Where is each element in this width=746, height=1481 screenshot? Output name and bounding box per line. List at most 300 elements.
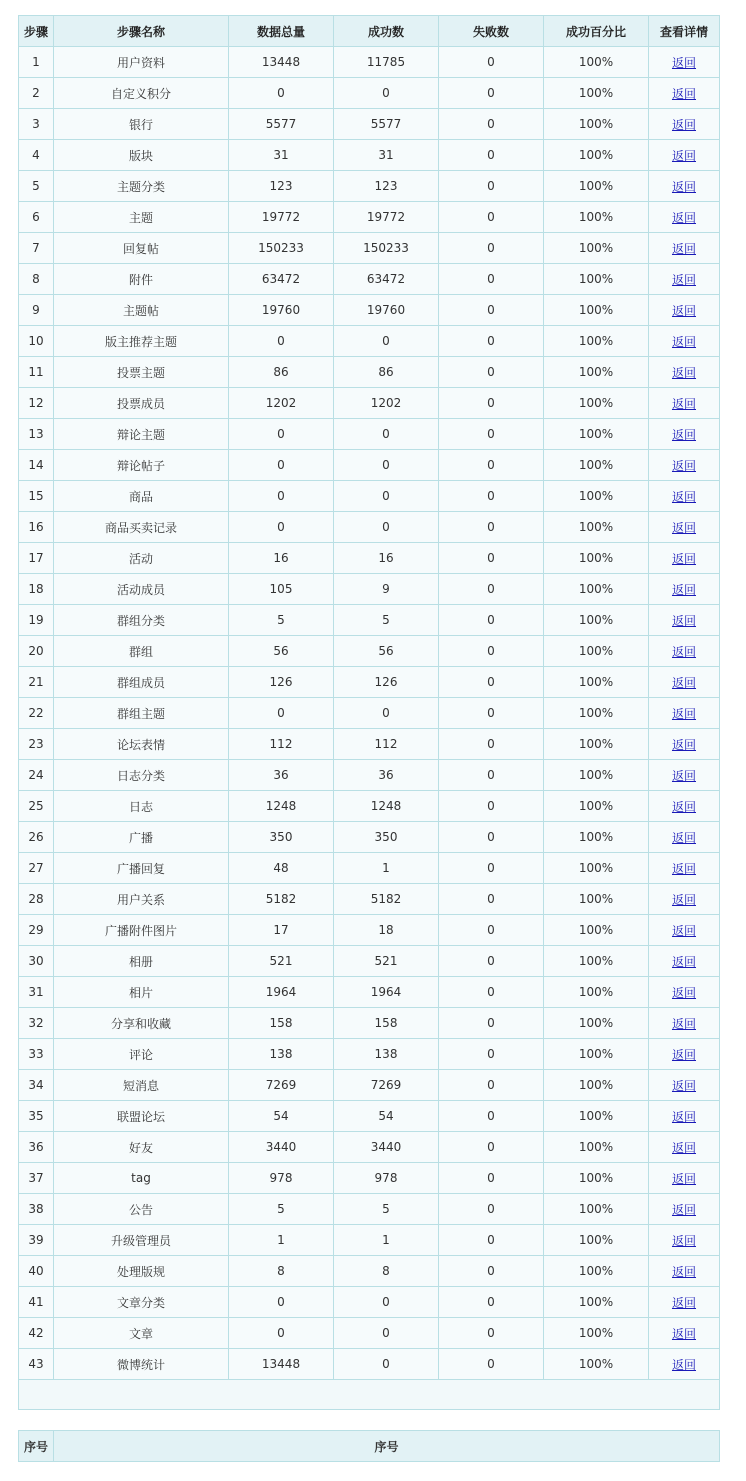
table-row (19, 450, 720, 481)
cell-percent: 100% (544, 202, 649, 233)
back-link[interactable]: 返回 (671, 1078, 696, 1093)
cell-name: 商品买卖记录 (54, 512, 229, 543)
cell-percent: 100% (544, 698, 649, 729)
cell-total: 13448 (229, 47, 334, 78)
cell-total: 7269 (229, 1070, 334, 1101)
cell-total: 0 (229, 1287, 334, 1318)
back-link[interactable]: 返回 (671, 706, 696, 721)
cell-details (649, 171, 720, 202)
cell-name: 升级管理员 (54, 1225, 229, 1256)
table-row (19, 915, 720, 946)
cell-percent: 100% (544, 481, 649, 512)
cell-name: 广播附件图片 (54, 915, 229, 946)
cell-name: 相片 (54, 977, 229, 1008)
back-link[interactable]: 返回 (671, 210, 696, 225)
back-link[interactable]: 返回 (671, 1202, 696, 1217)
table-row (19, 760, 720, 791)
cell-name: 群组主题 (54, 698, 229, 729)
cell-details (649, 233, 720, 264)
cell-percent: 100% (544, 264, 649, 295)
cell-fail: 0 (439, 512, 544, 543)
cell-total: 5577 (229, 109, 334, 140)
back-link[interactable]: 返回 (671, 489, 696, 504)
cell-name: 银行 (54, 109, 229, 140)
cell-details (649, 760, 720, 791)
cell-details (649, 884, 720, 915)
cell-fail: 0 (439, 1225, 544, 1256)
cell-step: 1 (19, 47, 54, 78)
table-row (19, 419, 720, 450)
cell-step: 7 (19, 233, 54, 264)
cell-name: 相册 (54, 946, 229, 977)
back-link[interactable]: 返回 (671, 737, 696, 752)
cell-details (649, 1008, 720, 1039)
cell-percent: 100% (544, 512, 649, 543)
cell-step: 31 (19, 977, 54, 1008)
cell-percent: 100% (544, 791, 649, 822)
cell-success: 150233 (334, 233, 439, 264)
cell-percent: 100% (544, 636, 649, 667)
cell-percent: 100% (544, 1256, 649, 1287)
cell-step: 16 (19, 512, 54, 543)
cell-success: 5 (334, 1194, 439, 1225)
header-percent: 成功百分比 (544, 16, 649, 47)
cell-percent: 100% (544, 605, 649, 636)
cell-fail: 0 (439, 1318, 544, 1349)
table-row (19, 388, 720, 419)
cell-percent: 100% (544, 946, 649, 977)
cell-fail: 0 (439, 605, 544, 636)
cell-success: 0 (334, 419, 439, 450)
cell-name: 附件 (54, 264, 229, 295)
cell-success: 0 (334, 1318, 439, 1349)
cell-success: 86 (334, 357, 439, 388)
cell-name: 日志 (54, 791, 229, 822)
cell-fail: 0 (439, 1101, 544, 1132)
cell-total: 56 (229, 636, 334, 667)
cell-step: 18 (19, 574, 54, 605)
cell-fail: 0 (439, 357, 544, 388)
cell-total: 5 (229, 1194, 334, 1225)
table-body (19, 47, 720, 1410)
back-link[interactable]: 返回 (671, 582, 696, 597)
back-link[interactable]: 返回 (671, 1326, 696, 1341)
cell-details (649, 47, 720, 78)
cell-details (649, 853, 720, 884)
cell-success: 123 (334, 171, 439, 202)
cell-percent: 100% (544, 915, 649, 946)
cell-name: 公告 (54, 1194, 229, 1225)
cell-success: 5182 (334, 884, 439, 915)
cell-step: 3 (19, 109, 54, 140)
cell-name: 联盟论坛 (54, 1101, 229, 1132)
cell-success: 0 (334, 698, 439, 729)
cell-percent: 100% (544, 1132, 649, 1163)
cell-fail: 0 (439, 853, 544, 884)
back-link[interactable]: 返回 (671, 799, 696, 814)
cell-fail: 0 (439, 729, 544, 760)
back-link[interactable]: 返回 (671, 148, 696, 163)
back-link[interactable]: 返回 (671, 86, 696, 101)
header-fail: 失败数 (439, 16, 544, 47)
back-link[interactable]: 返回 (671, 241, 696, 256)
spacer-cell (19, 1380, 720, 1410)
cell-step: 40 (19, 1256, 54, 1287)
cell-success: 9 (334, 574, 439, 605)
back-link[interactable]: 返回 (671, 55, 696, 70)
table-row (19, 977, 720, 1008)
back-link[interactable]: 返回 (671, 272, 696, 287)
back-link[interactable]: 返回 (671, 1140, 696, 1155)
back-link[interactable]: 返回 (671, 520, 696, 535)
cell-total: 63472 (229, 264, 334, 295)
cell-total: 5 (229, 605, 334, 636)
header-total: 数据总量 (229, 16, 334, 47)
cell-total: 0 (229, 481, 334, 512)
cell-details (649, 295, 720, 326)
back-link[interactable]: 返回 (671, 427, 696, 442)
cell-success: 138 (334, 1039, 439, 1070)
back-link[interactable]: 返回 (671, 458, 696, 473)
cell-step: 20 (19, 636, 54, 667)
cell-step: 15 (19, 481, 54, 512)
cell-success: 1 (334, 1225, 439, 1256)
table-row (19, 1194, 720, 1225)
cell-percent: 100% (544, 78, 649, 109)
cell-step: 26 (19, 822, 54, 853)
cell-total: 31 (229, 140, 334, 171)
cell-success: 19772 (334, 202, 439, 233)
cell-total: 978 (229, 1163, 334, 1194)
back-link[interactable]: 返回 (671, 334, 696, 349)
cell-details (649, 822, 720, 853)
cell-step: 14 (19, 450, 54, 481)
back-link[interactable]: 返回 (671, 1109, 696, 1124)
cell-success: 112 (334, 729, 439, 760)
cell-details (649, 326, 720, 357)
cell-total: 1202 (229, 388, 334, 419)
footer-col-label: 序号 (54, 1431, 720, 1462)
cell-fail: 0 (439, 419, 544, 450)
cell-success: 1 (334, 853, 439, 884)
cell-step: 25 (19, 791, 54, 822)
back-link[interactable]: 返回 (671, 396, 696, 411)
table-header-row (19, 16, 720, 47)
table-row (19, 946, 720, 977)
back-link[interactable]: 返回 (671, 1233, 696, 1248)
cell-fail: 0 (439, 1256, 544, 1287)
cell-percent: 100% (544, 667, 649, 698)
cell-success: 8 (334, 1256, 439, 1287)
cell-success: 978 (334, 1163, 439, 1194)
back-link[interactable]: 返回 (671, 768, 696, 783)
cell-fail: 0 (439, 1008, 544, 1039)
cell-fail: 0 (439, 667, 544, 698)
cell-percent: 100% (544, 357, 649, 388)
header-success: 成功数 (334, 16, 439, 47)
header-name: 步骤名称 (54, 16, 229, 47)
cell-name: 辩论主题 (54, 419, 229, 450)
back-link[interactable]: 返回 (671, 1171, 696, 1186)
cell-name: 日志分类 (54, 760, 229, 791)
footer-table (18, 1430, 720, 1462)
table-row (19, 171, 720, 202)
cell-step: 30 (19, 946, 54, 977)
footer-header-row (19, 1431, 720, 1462)
cell-total: 13448 (229, 1349, 334, 1380)
cell-percent: 100% (544, 1194, 649, 1225)
cell-step: 6 (19, 202, 54, 233)
back-link[interactable]: 返回 (671, 1357, 696, 1372)
cell-name: 用户关系 (54, 884, 229, 915)
cell-step: 21 (19, 667, 54, 698)
cell-fail: 0 (439, 543, 544, 574)
cell-name: 回复帖 (54, 233, 229, 264)
cell-details (649, 357, 720, 388)
table-row (19, 481, 720, 512)
cell-name: 群组成员 (54, 667, 229, 698)
cell-name: 广播回复 (54, 853, 229, 884)
cell-details (649, 1194, 720, 1225)
table-row (19, 791, 720, 822)
table-row (19, 1101, 720, 1132)
cell-success: 350 (334, 822, 439, 853)
cell-step: 39 (19, 1225, 54, 1256)
cell-success: 0 (334, 481, 439, 512)
cell-details (649, 729, 720, 760)
cell-details (649, 1318, 720, 1349)
cell-fail: 0 (439, 78, 544, 109)
back-link[interactable]: 返回 (671, 985, 696, 1000)
cell-percent: 100% (544, 1287, 649, 1318)
cell-step: 24 (19, 760, 54, 791)
cell-name: 文章分类 (54, 1287, 229, 1318)
table-row (19, 1225, 720, 1256)
cell-percent: 100% (544, 760, 649, 791)
cell-name: 主题帖 (54, 295, 229, 326)
cell-percent: 100% (544, 109, 649, 140)
table-row (19, 667, 720, 698)
cell-name: tag (54, 1163, 229, 1194)
back-link[interactable]: 返回 (671, 1295, 696, 1310)
back-link[interactable]: 返回 (671, 830, 696, 845)
cell-total: 0 (229, 512, 334, 543)
cell-success: 36 (334, 760, 439, 791)
cell-step: 22 (19, 698, 54, 729)
cell-details (649, 636, 720, 667)
cell-success: 0 (334, 512, 439, 543)
cell-step: 34 (19, 1070, 54, 1101)
cell-percent: 100% (544, 1039, 649, 1070)
cell-details (649, 1349, 720, 1380)
cell-name: 活动 (54, 543, 229, 574)
cell-total: 54 (229, 1101, 334, 1132)
table-row (19, 1132, 720, 1163)
cell-fail: 0 (439, 264, 544, 295)
table-row (19, 605, 720, 636)
cell-percent: 100% (544, 1070, 649, 1101)
cell-total: 158 (229, 1008, 334, 1039)
cell-percent: 100% (544, 977, 649, 1008)
cell-details (649, 915, 720, 946)
cell-step: 2 (19, 78, 54, 109)
cell-name: 活动成员 (54, 574, 229, 605)
cell-total: 5182 (229, 884, 334, 915)
table-row (19, 1039, 720, 1070)
cell-step: 4 (19, 140, 54, 171)
cell-details (649, 388, 720, 419)
cell-fail: 0 (439, 884, 544, 915)
back-link[interactable]: 返回 (671, 117, 696, 132)
cell-total: 86 (229, 357, 334, 388)
table-row (19, 884, 720, 915)
cell-step: 37 (19, 1163, 54, 1194)
cell-percent: 100% (544, 419, 649, 450)
back-link[interactable]: 返回 (671, 1047, 696, 1062)
cell-percent: 100% (544, 574, 649, 605)
back-link[interactable]: 返回 (671, 644, 696, 659)
table-row (19, 295, 720, 326)
cell-details (649, 264, 720, 295)
back-link[interactable]: 返回 (671, 675, 696, 690)
table-row (19, 1287, 720, 1318)
cell-total: 123 (229, 171, 334, 202)
cell-details (649, 450, 720, 481)
cell-step: 17 (19, 543, 54, 574)
cell-name: 群组分类 (54, 605, 229, 636)
cell-details (649, 202, 720, 233)
cell-total: 138 (229, 1039, 334, 1070)
table-row (19, 109, 720, 140)
table-row (19, 729, 720, 760)
cell-fail: 0 (439, 1287, 544, 1318)
cell-step: 12 (19, 388, 54, 419)
cell-details (649, 481, 720, 512)
cell-details (649, 1132, 720, 1163)
cell-total: 126 (229, 667, 334, 698)
cell-total: 150233 (229, 233, 334, 264)
cell-fail: 0 (439, 1132, 544, 1163)
cell-success: 0 (334, 326, 439, 357)
table-row (19, 264, 720, 295)
cell-percent: 100% (544, 1318, 649, 1349)
cell-details (649, 574, 720, 605)
cell-step: 33 (19, 1039, 54, 1070)
table-row (19, 1163, 720, 1194)
cell-fail: 0 (439, 109, 544, 140)
cell-step: 11 (19, 357, 54, 388)
cell-percent: 100% (544, 1349, 649, 1380)
cell-step: 28 (19, 884, 54, 915)
cell-step: 9 (19, 295, 54, 326)
table-row (19, 233, 720, 264)
cell-name: 处理版规 (54, 1256, 229, 1287)
cell-percent: 100% (544, 1163, 649, 1194)
cell-details (649, 1225, 720, 1256)
back-link[interactable]: 返回 (671, 1264, 696, 1279)
cell-name: 广播 (54, 822, 229, 853)
cell-name: 投票主题 (54, 357, 229, 388)
back-link[interactable]: 返回 (671, 551, 696, 566)
cell-step: 41 (19, 1287, 54, 1318)
cell-percent: 100% (544, 1008, 649, 1039)
cell-success: 31 (334, 140, 439, 171)
cell-fail: 0 (439, 140, 544, 171)
cell-percent: 100% (544, 884, 649, 915)
cell-details (649, 419, 720, 450)
cell-success: 11785 (334, 47, 439, 78)
cell-details (649, 1070, 720, 1101)
table-row (19, 822, 720, 853)
cell-name: 分享和收藏 (54, 1008, 229, 1039)
cell-name: 主题 (54, 202, 229, 233)
back-link[interactable]: 返回 (671, 923, 696, 938)
cell-success: 126 (334, 667, 439, 698)
cell-success: 158 (334, 1008, 439, 1039)
cell-name: 自定义积分 (54, 78, 229, 109)
cell-fail: 0 (439, 822, 544, 853)
cell-step: 38 (19, 1194, 54, 1225)
back-link[interactable]: 返回 (671, 861, 696, 876)
back-link[interactable]: 返回 (671, 179, 696, 194)
cell-total: 112 (229, 729, 334, 760)
cell-fail: 0 (439, 636, 544, 667)
cell-success: 1202 (334, 388, 439, 419)
cell-details (649, 605, 720, 636)
back-link[interactable]: 返回 (671, 1016, 696, 1031)
table-row (19, 543, 720, 574)
cell-fail: 0 (439, 574, 544, 605)
cell-total: 1964 (229, 977, 334, 1008)
back-link[interactable]: 返回 (671, 303, 696, 318)
back-link[interactable]: 返回 (671, 365, 696, 380)
cell-fail: 0 (439, 1194, 544, 1225)
cell-name: 评论 (54, 1039, 229, 1070)
table-row (19, 357, 720, 388)
cell-total: 16 (229, 543, 334, 574)
cell-success: 3440 (334, 1132, 439, 1163)
cell-percent: 100% (544, 326, 649, 357)
cell-details (649, 543, 720, 574)
cell-fail: 0 (439, 295, 544, 326)
cell-total: 0 (229, 698, 334, 729)
cell-total: 19772 (229, 202, 334, 233)
cell-success: 0 (334, 1287, 439, 1318)
back-link[interactable]: 返回 (671, 613, 696, 628)
footer-col-index: 序号 (19, 1431, 54, 1462)
table-row (19, 326, 720, 357)
cell-step: 43 (19, 1349, 54, 1380)
cell-name: 版主推荐主题 (54, 326, 229, 357)
cell-fail: 0 (439, 977, 544, 1008)
cell-fail: 0 (439, 202, 544, 233)
cell-details (649, 977, 720, 1008)
cell-percent: 100% (544, 140, 649, 171)
cell-total: 0 (229, 450, 334, 481)
cell-success: 56 (334, 636, 439, 667)
back-link[interactable]: 返回 (671, 954, 696, 969)
cell-step: 19 (19, 605, 54, 636)
cell-details (649, 109, 720, 140)
back-link[interactable]: 返回 (671, 892, 696, 907)
cell-fail: 0 (439, 47, 544, 78)
cell-details (649, 791, 720, 822)
cell-name: 版块 (54, 140, 229, 171)
cell-fail: 0 (439, 946, 544, 977)
cell-fail: 0 (439, 698, 544, 729)
cell-name: 好友 (54, 1132, 229, 1163)
cell-percent: 100% (544, 295, 649, 326)
